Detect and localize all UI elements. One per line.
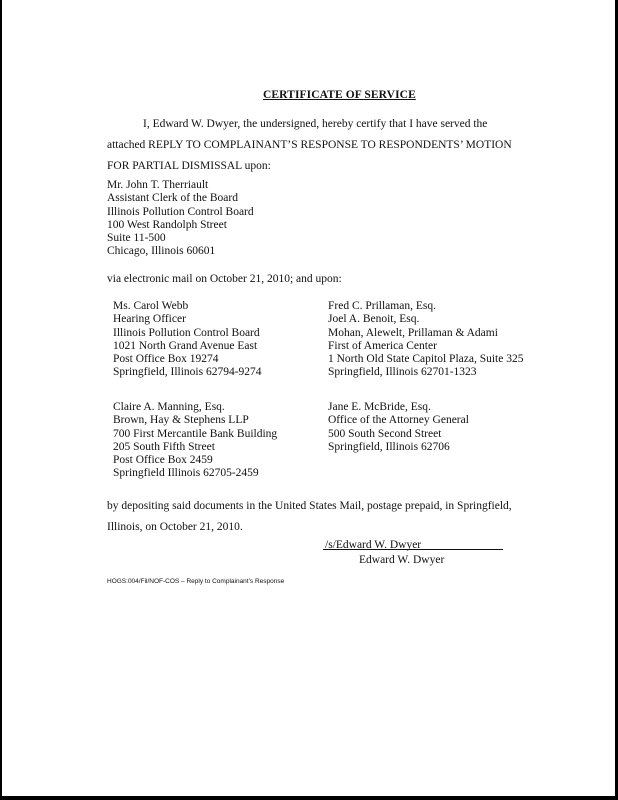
address-line: Brown, Hay & Stephens LLP — [113, 414, 249, 427]
address-line: Suite 11-500 — [107, 232, 166, 245]
address-line: Illinois Pollution Control Board — [107, 205, 254, 218]
address-line: Fred C. Prillaman, Esq. — [328, 300, 436, 312]
address-line: 205 South Fifth Street — [113, 440, 215, 453]
recipient-block-left-bottom — [113, 401, 277, 481]
address-line: Chicago, Illinois 60601 — [107, 245, 216, 258]
signature-line — [323, 549, 503, 550]
address-line: 100 West Randolph Street — [107, 218, 227, 231]
address-line: First of America Center — [328, 339, 437, 352]
address-line: Office of the Attorney General — [328, 414, 469, 427]
address-line: Claire A. Manning, Esq. — [113, 401, 225, 413]
address-line: Joel A. Benoit, Esq. — [328, 313, 420, 326]
address-line: Ms. Carol Webb — [113, 300, 189, 312]
recipient-block-right-bottom — [328, 401, 469, 454]
recipient-block-left-top — [113, 300, 262, 380]
address-line: 500 South Second Street — [328, 427, 442, 440]
address-line: 1 North Old State Capitol Plaza, Suite 325 — [328, 353, 524, 366]
address-line: Post Office Box 19274 — [113, 353, 219, 366]
address-line: Springfield, Illinois 62706 — [328, 440, 450, 453]
address-line: Mr. John T. Therriault — [107, 179, 209, 191]
address-line: Assistant Clerk of the Board — [107, 192, 238, 205]
document-title: CERTIFICATE OF SERVICE — [263, 89, 416, 101]
electronic-signature: /s/Edward W. Dwyer — [325, 539, 422, 551]
address-line: Jane E. McBride, Esq. — [328, 401, 431, 413]
address-line: 1021 North Grand Avenue East — [113, 339, 258, 352]
address-line: Illinois Pollution Control Board — [113, 326, 260, 339]
address-line: 700 First Mercantile Bank Building — [113, 427, 278, 440]
primary-recipient-block — [107, 179, 254, 259]
scan-edge-left — [0, 0, 2, 800]
address-line: Post Office Box 2459 — [113, 454, 213, 467]
body-line-3: FOR PARTIAL DISMISSAL upon: — [107, 160, 271, 172]
scan-edge-bottom — [0, 796, 618, 800]
body-line-2: attached REPLY TO COMPLAINANT’S RESPONSE TO RESPONDENTS’ MOTION — [107, 139, 512, 151]
address-line: Mohan, Alewelt, Prillaman & Adami — [328, 326, 498, 339]
closing-line-1: by depositing said documents in the United States Mail, postage prepaid, in Springfield, — [107, 500, 512, 512]
address-line: Springfield, Illinois 62701-1323 — [328, 366, 477, 379]
signer-name: Edward W. Dwyer — [359, 554, 445, 566]
address-line: Springfield, Illinois 62794-9274 — [113, 366, 262, 379]
body-line-1: I, Edward W. Dwyer, the undersigned, hereby certify that I have served the — [143, 118, 488, 130]
address-line: Hearing Officer — [113, 313, 186, 326]
closing-line-2: Illinois, on October 21, 2010. — [107, 521, 243, 533]
recipient-block-right-top — [328, 300, 523, 380]
address-line: Springfield Illinois 62705-2459 — [113, 467, 259, 480]
footer-reference: HOGS:004/Fil/NOF-COS – Reply to Complainant’s Response — [107, 578, 285, 585]
electronic-mail-note: via electronic mail on October 21, 2010; and upon: — [107, 273, 342, 285]
